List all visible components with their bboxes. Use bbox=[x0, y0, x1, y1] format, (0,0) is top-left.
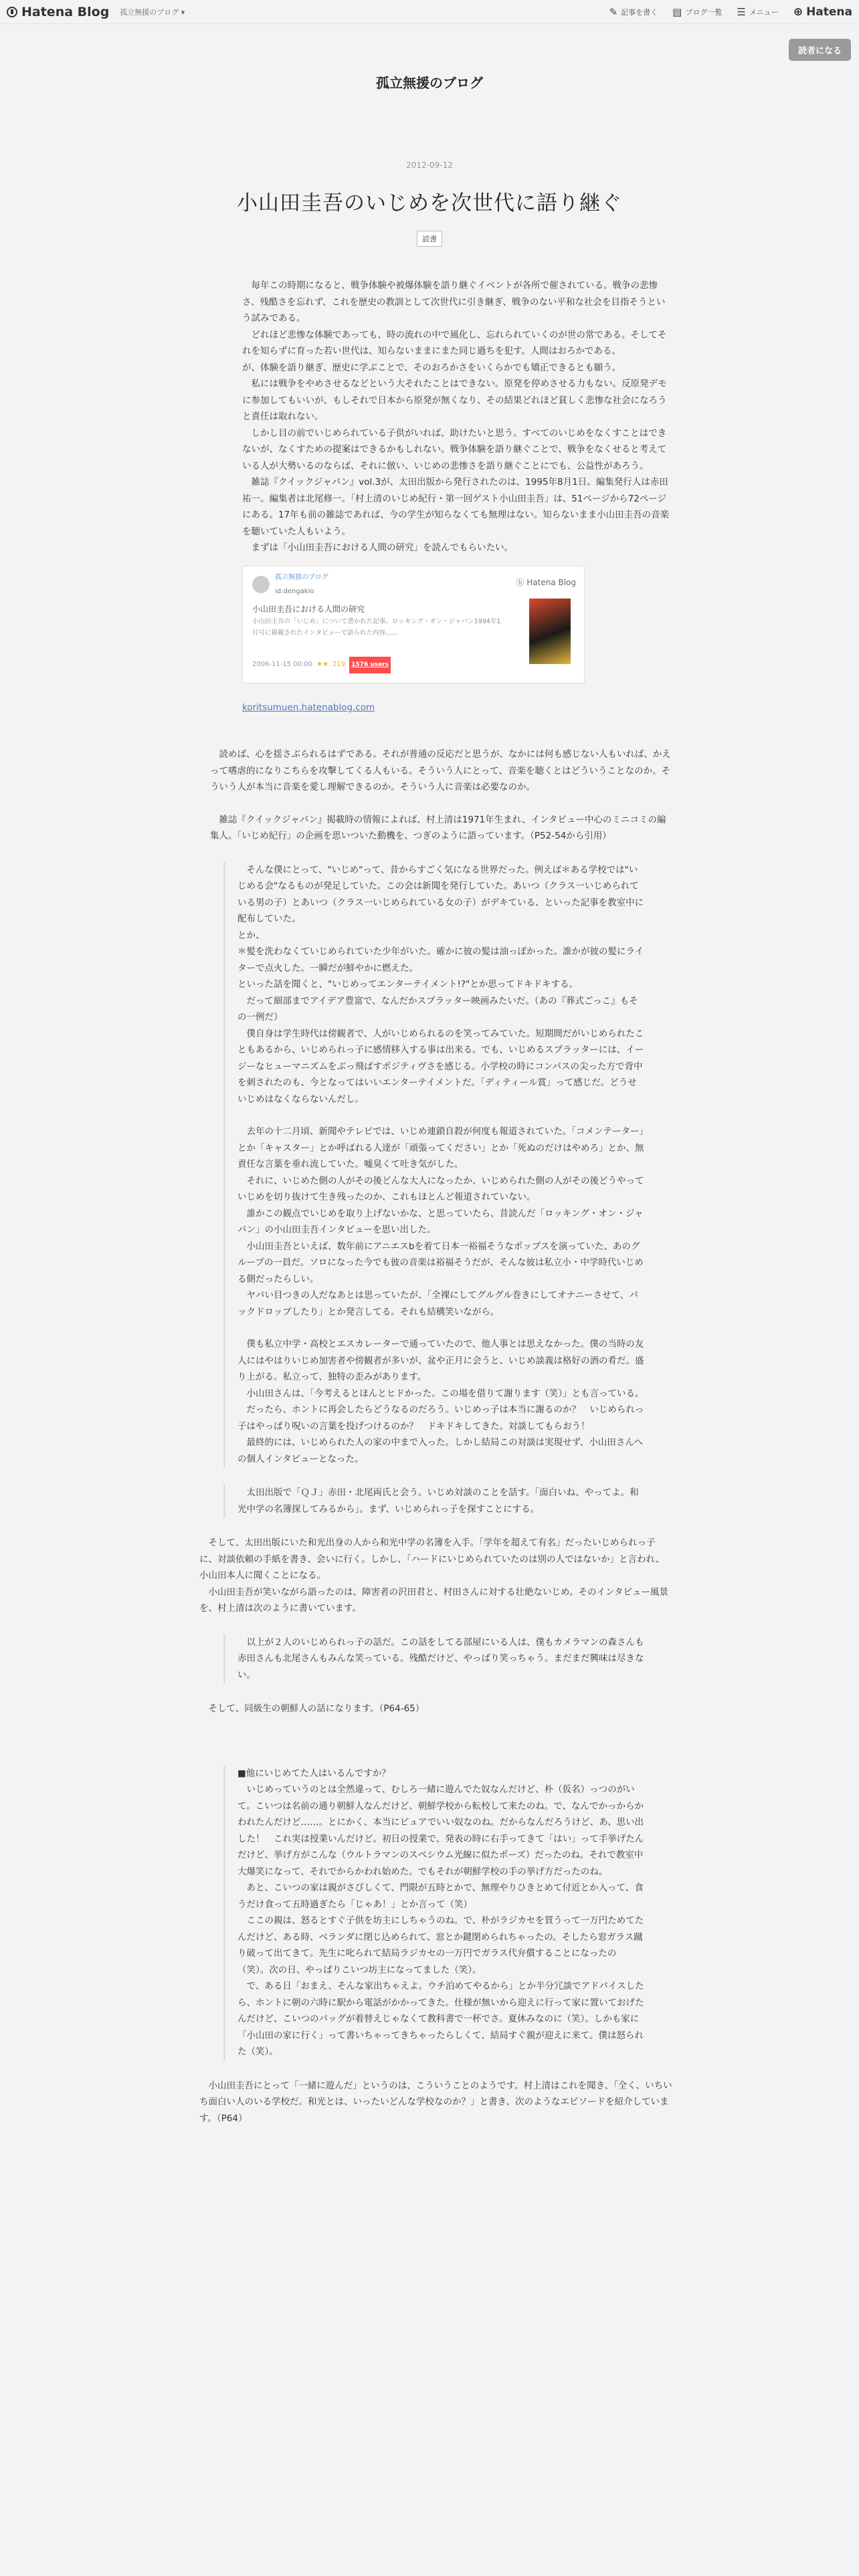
header-actions bbox=[609, 0, 852, 24]
embed-author[interactable]: 孤立無援のブログ bbox=[275, 573, 328, 581]
write-entry-link[interactable]: ✎ 記事を書く bbox=[609, 6, 658, 18]
blog-header bbox=[0, 24, 859, 142]
avatar bbox=[252, 576, 270, 593]
hatena-link[interactable]: ⊕ Hatena bbox=[793, 5, 852, 19]
embed-title[interactable]: 小山田圭吾における人間の研究 bbox=[252, 604, 365, 614]
blog-card-embed[interactable] bbox=[242, 566, 585, 683]
category-tag[interactable]: 読書 bbox=[417, 231, 442, 247]
embed-description: 小山田圭吾の「いじめ」について書かれた記事。ロッキング・オン・ジャパン1994年1月号に掲載されたインタビューで語られた内容…… bbox=[252, 617, 501, 637]
star-icon: ★★ bbox=[316, 661, 329, 668]
paragraph: 雑誌『クイックジャパン』vol.3が、太田出版から発行されたのは、1995年8月1日。編集発行人は赤田祐一。編集者は北尾修一。「村上清のいじめ紀行・第一回ゲスト小山田圭吾」は、51ページから72ページにある。17年も前の雑誌であれば、今の学生が知らなくても無理はない。知らないまま小山田圭吾の音楽を聴いていた人もいよう。 bbox=[242, 477, 670, 537]
quote-paragraph: 小山田圭吾といえば、数年前にアニエスbを着て日本一裕福そうなポップスを演っていた、あのグループの一員だ。ソロになった今でも彼の音楽は裕福そうだが、そんな彼は私立小・中学時代いじめる側だったらしい。 bbox=[237, 1241, 644, 1285]
quote-paragraph: 僕自身は学生時代は傍観者で、人がいじめられるのを笑ってみていた。短期間だがいじめられたこともあるから、いじめられっ子に感情移入する事は出来る。でも、いじめるスプラッターには、イージーなヒューマニズムをぶっ飛ばすポジティヴさを感じる。小学校の時にコンパスの尖った方で背中を刺されたのも、今となってはいいエンターテイメントだ。「ディティール賞」って感じだ。どうせいじめはなくならないんだし。 bbox=[237, 1028, 644, 1105]
quote-block bbox=[223, 1634, 645, 1684]
paragraph: 雑誌『クイックジャパン』掲載時の情報によれば、村上清は1971年生まれ、インタビュー中心のミニコミの編集人。「いじめ紀行」の企画を思いついた動機を、つぎのように語っています。（P52-54から引用） bbox=[210, 814, 666, 841]
quote-paragraph: といった話を聞くと、"いじめってエンターテイメント!?"とか思ってドキドキする。 bbox=[237, 979, 578, 990]
paragraph: そして、同級生の朝鮮人の話になります。（P64-65） bbox=[208, 1703, 425, 1714]
paragraph: 読めば、心を揺さぶられるはずである。それが普通の反応だと思うが、なかには何も感じない人もいれば、かえって嗜虐的になりこちらを攻撃してくる人もいる。そういう人にとって、音楽を聴くとはどういうことなのか。そういう人が本当に音楽を愛し理解できるのか。そういう人に音楽は必要なのか。 bbox=[210, 749, 671, 792]
embed-meta bbox=[252, 657, 391, 673]
quote-paragraph: ここの親は、怒るとすぐ子供を坊主にしちゃうのね。で、朴がラジカセを買うって一万円ためてたんだけど、ある時、ベランダに閉じ込められて、窓とか鍵閉められちゃったの。そしたら窓ガラス蹴り破って出てきて。先生に叱られて結局ラジカセの一万円でガラス代弁償することになったの（笑）。次の日、やっぱりこいつ坊主になってました（笑）。 bbox=[237, 1915, 644, 1975]
paragraph: 小山田圭吾が笑いながら語ったのは、障害者の沢田君と、村田さんに対する壮絶ないじめ。そのインタビュー風景を、村上清は次のように書いています。 bbox=[199, 1586, 668, 1614]
quote-paragraph: ＊髪を洗わなくていじめられていた少年がいた。確かに彼の髪は油っぽかった。誰かが彼の髪にライターで点火した。一瞬だが鮮やかに燃えた。 bbox=[237, 946, 644, 974]
quote-paragraph: 誰かこの観点でいじめを取り上げないかな、と思っていたら、昔読んだ「ロッキング・オン・ジャパン」の小山田圭吾インタビューを思い出した。 bbox=[237, 1208, 644, 1235]
quote-block bbox=[223, 1765, 645, 2060]
hatena-blog-logo[interactable]: Hatena Blog bbox=[7, 5, 109, 19]
blog-menu[interactable]: 孤立無援のブログ ▾ bbox=[120, 7, 185, 17]
paragraph: 小山田圭吾にとって「一緒に遊んだ」というのは、こういうことのようです。村上清はこれを聞き、「全く、いちいち面白い人のいる学校だ。和光とは、いったいどんな学校なのか？」と書き、次のようなエピソードを紹介しています。（P64） bbox=[199, 2080, 672, 2124]
entry-body bbox=[186, 278, 673, 2127]
quote-paragraph: 僕も私立中学・高校とエスカレーターで通っていたので、他人事とは思えなかった。僕の当時の友人にはやはりいじめ加害者や傍観者が多いが、盆や正月に会うと、いじめ談義は格好の酒の肴だ。盛り上がる。私立って、独特の歪みがあります。 bbox=[237, 1339, 644, 1382]
embed-hatena-blog-badge: ⓗ Hatena Blog bbox=[516, 574, 576, 591]
quote-paragraph: 以上が２人のいじめられっ子の話だ。この話をしてる部屋にいる人は、僕もカメラマンの森さんも赤田さんも北尾さんもみんな笑っている。残酷だけど、やっぱり笑っちゃう。まだまだ興味は尽きない。 bbox=[237, 1636, 644, 1681]
embed-site-link[interactable]: koritsumuen.hatenablog.com bbox=[242, 702, 375, 713]
quote-paragraph: 小山田さんは、「今考えるとほんとヒドかった。この場を借りて謝ります（笑）」とも言っている。 bbox=[246, 1388, 644, 1399]
embed-user-id: id:dengakio bbox=[275, 587, 314, 595]
entry-title[interactable]: 小山田圭吾のいじめを次世代に語り継ぐ bbox=[237, 191, 622, 215]
quote-paragraph: 最終的には、いじめられた人の家の中まで入った。しかし結局この対談は実現せず、小山田さんへの個人インタビューとなった。 bbox=[237, 1437, 644, 1465]
quote-block bbox=[223, 862, 645, 1468]
quote-paragraph: ■他にいじめてた人はいるんですか？ bbox=[237, 1767, 391, 1779]
quote-paragraph: だったら、ホントに再会したらどうなるのだろう。いじめっ子は本当に謝るのか？ いじめられっ子はやっぱり呪いの言葉を投げつけるのか？ ドキドキしてきた。対談してもらおう！ bbox=[237, 1404, 644, 1432]
quote-paragraph: で、ある日「おまえ、そんな家出ちゃえよ。ウチ泊めてやるから」とか半分冗談でアドバイスしたら、ホントに朝の六時に駅から電話がかかってきた。仕様が無いから迎えに行って家に置いておげたんだけど、こいつのバッグが着替えじゃなくて教科書で一杯でさ。夏休みなのに（笑）。しかも家に「小山田の家に行く」って書いちゃってきちゃったらしくて、結局すぐ親が迎えに来て。僕は怒られた（笑）。 bbox=[237, 1981, 644, 2057]
quote-paragraph: いじめっていうのとは全然違って、むしろ一緒に遊んでた奴なんだけど、朴（仮名）っつのがいて。こいつは名前の通り朝鮮人なんだけど、朝鮮学校から転校して来たのね。で、なんでかっからかわれたんだけど……。とにかく、本当にピュアでいい奴なのね。だからなんだろうけど、あ、思い出した！ これ実は授業いんだけど。初日の授業で、発表の時に右手ってきて「はい」って手挙げたんだけど、挙げ方がこんな（ウルトラマンのスペシウム光線に似たポーズ）だったのね。それで教室中大爆笑になって、それでからかわれ始めた。でもそれが朝鮮学校の手の挙げ方だったのね。 bbox=[237, 1784, 644, 1877]
paragraph: どれほど悲惨な体験であっても、時の流れの中で風化し、忘れられていくのが世の常である。そしてそれを知らずに育った若い世代は、知らないままにまた同じ過ちを犯す。人間はおろかである。 bbox=[242, 329, 667, 356]
paragraph: まずは「小山田圭吾における人間の研究」を読んでもらいたい。 bbox=[251, 542, 513, 553]
quote-paragraph: あと、こいつの家は親がさびしくて、門限が五時とかで、無理やりひきとめて付近とか入って、食うだけ食って五時過ぎたら「じゃあ！」とか言って（笑） bbox=[237, 1883, 644, 1910]
quote-paragraph: 太田出版で「ＱＪ」赤田・北尾両氏と会う。いじめ対談のことを話す。「面白いね、やってよ。和光中学の名簿探してみるから」。まず、いじめられっ子を探すことにする。 bbox=[237, 1487, 639, 1515]
star-count: 219 bbox=[332, 661, 346, 668]
paragraph: が、体験を語り継ぎ、歴史に学ぶことで、そのおろかさをいくらかでも矯正できるとも願う。 bbox=[242, 362, 622, 373]
bookmark-users-badge[interactable]: 1576 users bbox=[349, 657, 391, 673]
hatena-blog-icon: ⓗ bbox=[516, 577, 524, 587]
paragraph: しかし目の前でいじめられている子供がいれば、助けたいと思う。すべてのいじめをなくすことはできないが、なくすための提案はできるかもしれない。戦争体験を語り継ぐことで、戦争をなくせると考えている人が大勢いるのならば、それに倣い、いじめの悲惨さを語り継ぐことにでも、公益性があろう。 bbox=[242, 427, 667, 471]
quote-paragraph: だって細部までアイデア豊富で、なんだかスプラッター映画みたいだ。（あの『葬式ごっこ』もその一例だ） bbox=[237, 995, 638, 1023]
paragraph: そして、太田出版にいた和光出身の人から和光中学の名簿を入手。「学年を超えて有名」だったいじめられっ子に、対談依頼の手紙を書き、会いに行く。しかし、「ハードにいじめられていたのは別の人ではないか」と言われ、小山田本人に聞くことになる。 bbox=[199, 1537, 665, 1581]
embed-date: 2006-11-15 00:00 bbox=[252, 661, 313, 668]
blog-title[interactable]: 孤立無援のブログ bbox=[376, 75, 483, 91]
hatena-icon: ⊕ bbox=[793, 5, 803, 19]
hatena-logo-icon bbox=[7, 7, 17, 17]
quote-paragraph: ヤバい目つきの人だなあとは思っていたが、「全裸にしてグルグル巻きにしてオナニーさせて、バックドロップしたり」とか発言してる。それも結構笑いながら。 bbox=[237, 1290, 638, 1317]
paragraph: 私には戦争をやめさせるなどという大それたことはできない。原発を停めさせる力もない。反原発デモに参加してもいいが、もしそれで日本から原発が無くなり、その結果どれほど貧しく悲惨な社会になろうと責任は取れない。 bbox=[242, 379, 667, 422]
quote-paragraph: そんな僕にとって、"いじめ"って、昔からすごく気になる世界だった。例えば＊ある学校では"いじめる会"なるものが発足していた。この会は新聞を発行していた。あいつ（クラス一いじめられている男の子）とあいつ（クラス一いじめられている女の子）がデキている、といった記事を教室中に配布していた。 bbox=[237, 864, 644, 924]
quote-paragraph: それに、いじめた側の人がその後どんな大人になったか、いじめられた側の人がその後どうやっていじめを切り抜けて生き残ったのか、これもほとんど報道されていない。 bbox=[237, 1175, 644, 1202]
paragraph: 毎年この時期になると、戦争体験や被爆体験を語り継ぐイベントが各所で催されている。戦争の悲惨さ、残酷さを忘れず、これを歴史の教訓として次世代に引き継ぎ、戦争のない平和な社会を目指そうという試みである。 bbox=[242, 280, 666, 324]
quote-block bbox=[223, 1485, 645, 1517]
entry-date[interactable]: 2012-09-12 bbox=[406, 160, 453, 170]
menu-link[interactable]: ☰ メニュー bbox=[737, 6, 779, 18]
subscribe-button[interactable]: 読者になる bbox=[789, 39, 851, 61]
quote-paragraph: 去年の十二月頃、新聞やテレビでは、いじめ連鎖自殺が何度も報道されていた。「コメンテーター」とか「キャスター」とか呼ばれる人達が「頑張ってください」とか「死ぬのだけはやめろ」とか、無責任な言葉を垂れ流していた。嘘臭くて吐き気がした。 bbox=[237, 1126, 644, 1170]
blog-list-link[interactable]: ▤ ブログ一覧 bbox=[672, 6, 723, 18]
global-header bbox=[0, 0, 859, 24]
embed-thumbnail[interactable] bbox=[529, 599, 571, 664]
menu-icon: ☰ bbox=[737, 6, 746, 18]
list-icon: ▤ bbox=[672, 6, 682, 18]
entry bbox=[186, 160, 673, 2127]
quote-paragraph: とか、 bbox=[237, 930, 265, 941]
edit-icon: ✎ bbox=[609, 6, 618, 18]
